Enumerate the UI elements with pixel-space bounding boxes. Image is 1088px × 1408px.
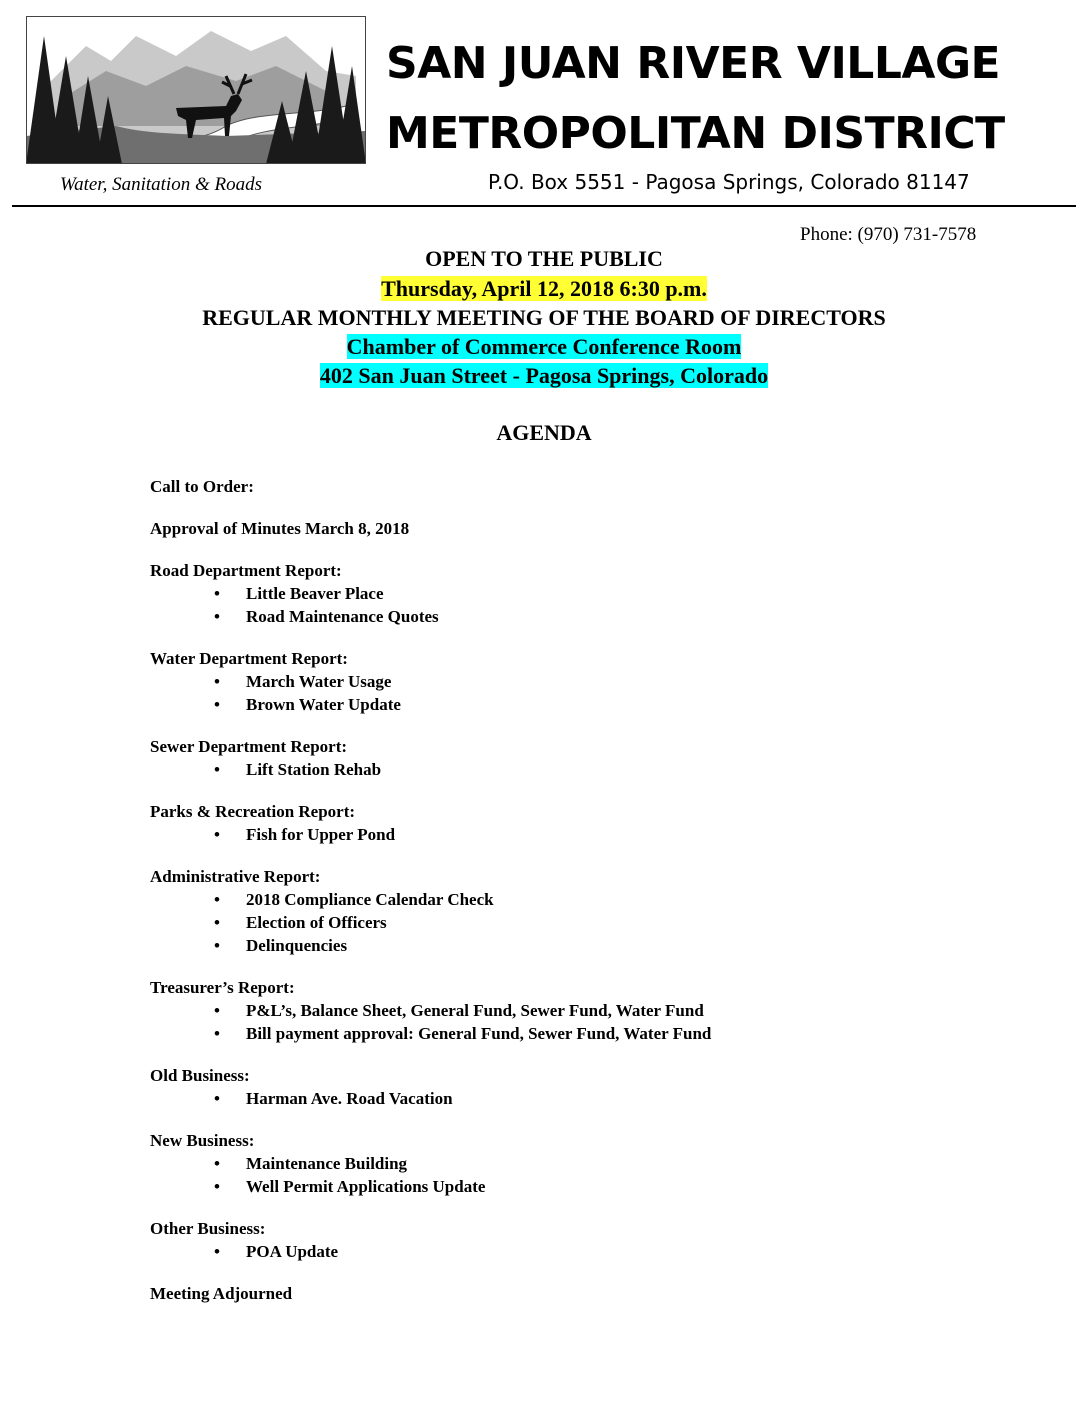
bullet-dot-icon: • (214, 936, 220, 955)
bullet-dot-icon: • (214, 1177, 220, 1196)
meeting-type: REGULAR MONTHLY MEETING OF THE BOARD OF DIRECTORS (202, 305, 886, 330)
agenda-section (150, 476, 1050, 498)
agenda-section-title: Treasurer’s Report: (150, 978, 295, 997)
agenda-item-list (150, 582, 1050, 628)
agenda-item-text: Harman Ave. Road Vacation (246, 1089, 453, 1108)
agenda-item (150, 999, 1050, 1022)
agenda-section-title: Water Department Report: (150, 649, 348, 668)
agenda-section-title: Road Department Report: (150, 561, 342, 580)
agenda-list (150, 476, 1050, 1325)
agenda-section-title: Administrative Report: (150, 867, 321, 886)
agenda-item-text: Brown Water Update (246, 695, 401, 714)
agenda-item (150, 758, 1050, 781)
agenda-item (150, 911, 1050, 934)
agenda-section (150, 801, 1050, 846)
bullet-dot-icon: • (214, 584, 220, 603)
bullet-dot-icon: • (214, 825, 220, 844)
agenda-section (150, 1130, 1050, 1198)
agenda-heading: AGENDA (496, 420, 592, 445)
agenda-item-list (150, 1152, 1050, 1198)
bullet-dot-icon: • (214, 672, 220, 691)
agenda-item (150, 1022, 1050, 1045)
agenda-item-text: Maintenance Building (246, 1154, 408, 1173)
agenda-section-title: Meeting Adjourned (150, 1284, 293, 1303)
agenda-item (150, 670, 1050, 693)
agenda-item-list (150, 823, 1050, 846)
public-notice-heading (0, 246, 1088, 272)
agenda-item (150, 823, 1050, 846)
agenda-section-title: Call to Order: (150, 477, 254, 496)
agenda-section (150, 648, 1050, 716)
meeting-location: 402 San Juan Street - Pagosa Springs, Colorado (319, 363, 769, 388)
agenda-section-title: Sewer Department Report: (150, 737, 348, 756)
agenda-section (150, 1065, 1050, 1110)
agenda-item (150, 1240, 1050, 1263)
organization-name-line2: METROPOLITAN DISTRICT (386, 108, 1005, 159)
mountain-elk-logo-icon (26, 16, 366, 164)
meeting-type-line (0, 305, 1088, 331)
agenda-item (150, 582, 1050, 605)
bullet-dot-icon: • (214, 695, 220, 714)
meeting-location-line (0, 363, 1088, 389)
bullet-dot-icon: • (214, 1089, 220, 1108)
agenda-item-text: Delinquencies (246, 936, 348, 955)
agenda-item-text: Little Beaver Place (246, 584, 384, 603)
meeting-venue-line (0, 334, 1088, 360)
agenda-item-text: Fish for Upper Pond (246, 825, 396, 844)
agenda-section-title: New Business: (150, 1131, 255, 1150)
agenda-item-list (150, 999, 1050, 1045)
agenda-item-text: Bill payment approval: General Fund, Sewer Fund, Water Fund (246, 1024, 712, 1043)
agenda-section-title: Old Business: (150, 1066, 250, 1085)
agenda-item (150, 693, 1050, 716)
agenda-section-title: Parks & Recreation Report: (150, 802, 356, 821)
open-to-public: OPEN TO THE PUBLIC (425, 246, 663, 271)
bullet-dot-icon: • (214, 607, 220, 626)
bullet-dot-icon: • (214, 1154, 220, 1173)
meeting-datetime-line (0, 276, 1088, 302)
agenda-item (150, 1152, 1050, 1175)
meeting-venue: Chamber of Commerce Conference Room (346, 334, 742, 359)
mailing-address: P.O. Box 5551 - Pagosa Springs, Colorado 81147 (488, 170, 970, 194)
bullet-dot-icon: • (214, 760, 220, 779)
meeting-datetime: Thursday, April 12, 2018 6:30 p.m. (381, 276, 707, 301)
agenda-section (150, 1283, 1050, 1305)
agenda-section (150, 518, 1050, 540)
phone-number: Phone: (970) 731-7578 (800, 224, 977, 245)
agenda-item-text: March Water Usage (246, 672, 392, 691)
agenda-section-title: Other Business: (150, 1219, 266, 1238)
agenda-item-list (150, 670, 1050, 716)
agenda-item-text: POA Update (246, 1242, 339, 1261)
agenda-item-list (150, 888, 1050, 957)
agenda-item (150, 888, 1050, 911)
agenda-item-list (150, 1087, 1050, 1110)
agenda-item-list (150, 1240, 1050, 1263)
agenda-section (150, 866, 1050, 957)
agenda-item (150, 605, 1050, 628)
bullet-dot-icon: • (214, 890, 220, 909)
agenda-item-text: P&L’s, Balance Sheet, General Fund, Sewer Fund, Water Fund (246, 1001, 704, 1020)
bullet-dot-icon: • (214, 1242, 220, 1261)
agenda-item (150, 934, 1050, 957)
agenda-section (150, 736, 1050, 781)
agenda-item-text: Election of Officers (246, 913, 387, 932)
agenda-item (150, 1087, 1050, 1110)
agenda-section-title: Approval of Minutes March 8, 2018 (150, 519, 410, 538)
bullet-dot-icon: • (214, 1024, 220, 1043)
bullet-dot-icon: • (214, 913, 220, 932)
agenda-item-text: Well Permit Applications Update (246, 1177, 486, 1196)
agenda-section (150, 977, 1050, 1045)
header-divider (12, 205, 1076, 207)
agenda-item (150, 1175, 1050, 1198)
agenda-section (150, 560, 1050, 628)
organization-name-line1: SAN JUAN RIVER VILLAGE (386, 38, 1001, 89)
agenda-item-text: Lift Station Rehab (246, 760, 382, 779)
organization-tagline: Water, Sanitation & Roads (60, 174, 262, 195)
agenda-item-list (150, 758, 1050, 781)
agenda-item-text: Road Maintenance Quotes (246, 607, 439, 626)
agenda-item-text: 2018 Compliance Calendar Check (246, 890, 494, 909)
bullet-dot-icon: • (214, 1001, 220, 1020)
agenda-section (150, 1218, 1050, 1263)
